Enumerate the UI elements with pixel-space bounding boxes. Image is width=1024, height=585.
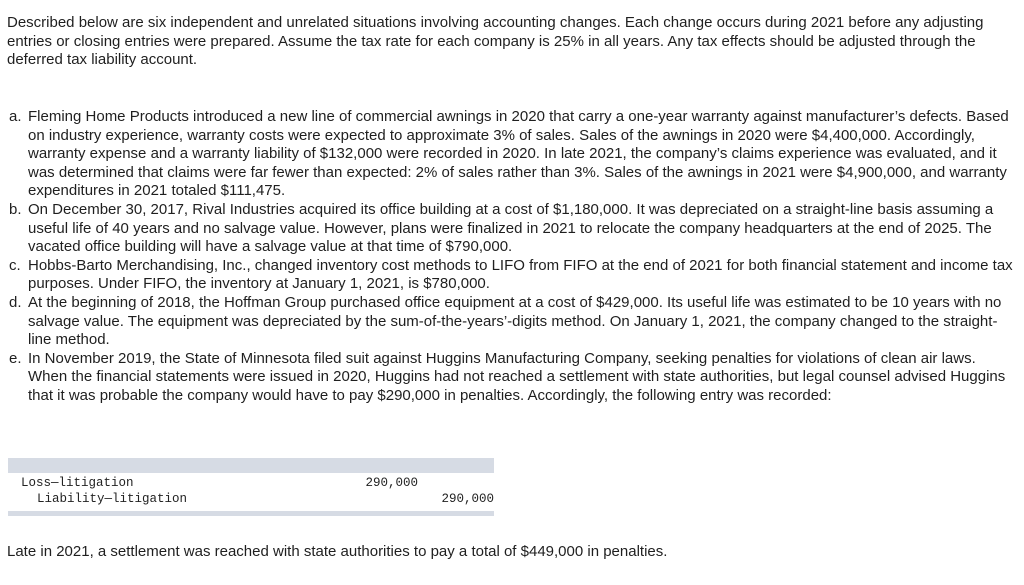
list-item bbox=[9, 201, 1014, 257]
item-text: Fleming Home Products introduced a new line of commercial awnings in 2020 that carry a one-year warranty against manufacturer’s defects. Based on industry experience, warranty costs were expected to approximate 3% of sales. Sales of the awnings in 2020 were $4,400,000. Accordingly, warranty expense and a warranty liability of $132,000 were recorded in 2020. In late 2021, the company’s claims experience was evaluated, and it was determined that claims were far fewer than expected: 2% of sales rather than 3%. Sales of the awnings in 2021 were $4,900,000, and warranty expenditures in 2021 totaled $111,475. bbox=[28, 108, 1009, 200]
credit-account: Liability—litigation bbox=[37, 492, 188, 506]
journal-header-bar bbox=[8, 458, 494, 473]
item-text: In November 2019, the State of Minnesota filed suit against Huggins Manufacturing Company, seeking penalties for violations of clean air laws. When the financial statements were issued in 2020, Huggins had not reached a settlement with state authorities, but legal counsel advised Huggins that it was probable the company would have to pay $290,000 in penalties. Accordingly, the following entry was recorded: bbox=[28, 349, 1006, 404]
item-text: On December 30, 2017, Rival Industries acquired its office building at a cost of $1,180,000. It was depreciated on a straight-line basis assuming a useful life of 40 years and no salvage value. However, plans were finalized in 2021 to relocate the company headquarters at the end of 2025. The vacated office building will have a salvage value at that time of $790,000. bbox=[28, 200, 994, 256]
item-text: At the beginning of 2018, the Hoffman Group purchased office equipment at a cost of $429,000. Its useful life was estimated to be 10 years with no salvage value. The equipment was depreciated by the sum-of-the-years’-digits method. On January 1, 2021, the company changed to the straight-line method. bbox=[28, 293, 1002, 349]
list-item bbox=[9, 108, 1014, 201]
intro-paragraph: Described below are six independent and unrelated situations involving accounting changes. Each change occurs during 2021 before any adjusting entries or closing entries were prepared. Assume the tax rate for each company is 25% in all years. Any tax effects should be adjusted through the deferred tax liability account. bbox=[7, 14, 984, 69]
item-marker: b. bbox=[9, 200, 22, 218]
list-item bbox=[9, 350, 1014, 406]
situations-list bbox=[9, 108, 1014, 406]
item-marker: e. bbox=[9, 349, 22, 367]
debit-amount: 290,000 bbox=[365, 476, 418, 490]
credit-amount: 290,000 bbox=[441, 492, 494, 506]
closing-paragraph: Late in 2021, a settlement was reached with state authorities to pay a total of $449,000 in penalties. bbox=[7, 543, 668, 560]
item-marker: c. bbox=[9, 256, 21, 274]
item-marker: a. bbox=[9, 108, 22, 125]
journal-debit-row bbox=[8, 475, 494, 491]
item-text: Hobbs-Barto Merchandising, Inc., changed inventory cost methods to LIFO from FIFO at the end of 2021 for both financial statement and income tax purposes. Under FIFO, the inventory at January 1, 2021, is $780,000. bbox=[28, 256, 1013, 293]
list-item bbox=[9, 257, 1014, 294]
list-item bbox=[9, 294, 1014, 350]
item-marker: d. bbox=[9, 293, 22, 311]
journal-entry-table bbox=[8, 458, 494, 517]
journal-credit-row bbox=[8, 491, 494, 507]
journal-footer-bar bbox=[8, 511, 494, 516]
debit-account: Loss—litigation bbox=[21, 476, 134, 490]
